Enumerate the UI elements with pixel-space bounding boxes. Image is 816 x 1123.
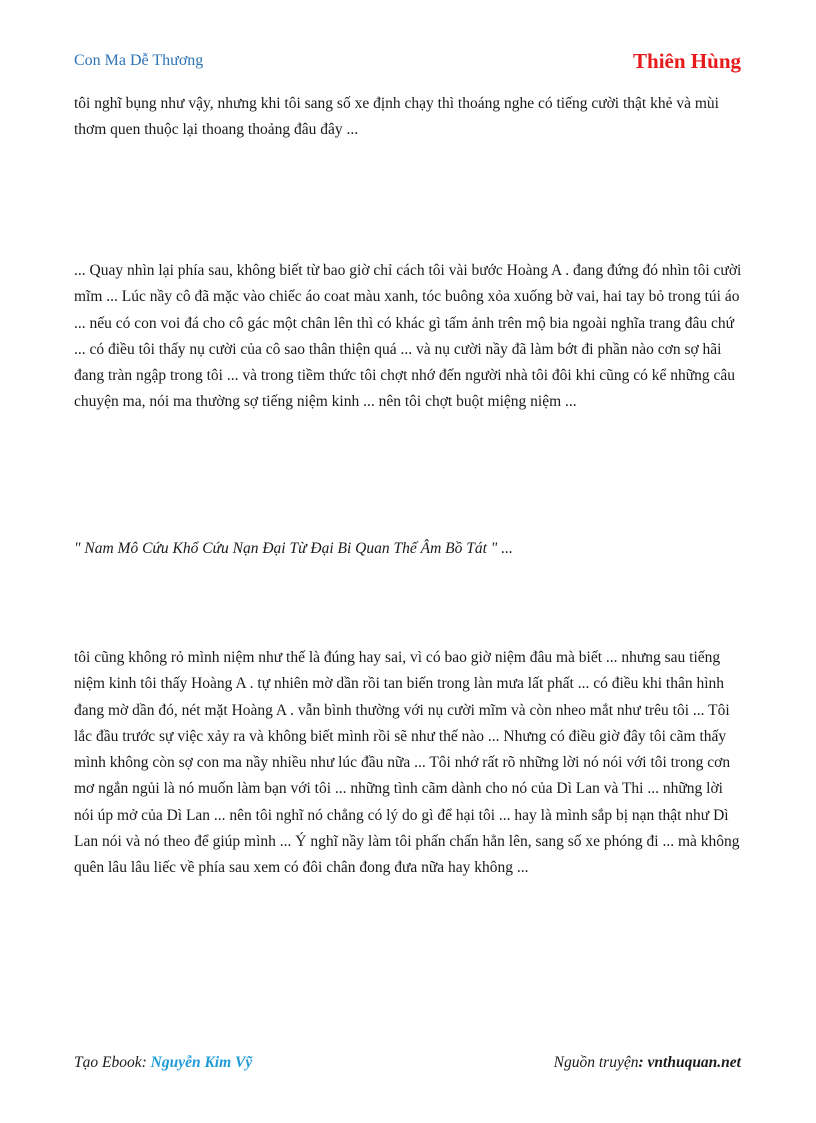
source-credit [554,1054,741,1072]
source-separator: : [638,1054,648,1071]
prayer-quote: " Nam Mô Cứu Khổ Cứu Nạn Đại Từ Đại Bi Quan Thế Âm Bồ Tát " ... [74,540,513,557]
ebook-label: Tạo Ebook [74,1054,142,1071]
ebook-separator: : [141,1054,151,1071]
paragraph-4: tôi cũng không rỏ mình niệm như thế là đúng hay sai, vì có bao giờ niệm đâu mà biết ... nhưng sau tiếng niệm kinh tôi thấy Hoàng A . tự nhiên mờ dần rồi tan biến trong làn mưa lất phất ... có điều khi thân hình đang mờ dần đó, nét mặt Hoàng A . vẫn bình thường với nụ cười mĩm và còn nheo mắt như trêu tôi ... Tôi lắc đầu trước sự việc xảy ra và không biết mình rồi sẽ như thế nào ... Nhưng có điều giờ đây tôi cãm thấy mình không còn sợ con ma nầy nhiều như lúc đầu nữa ... Tôi nhớ rất rõ những lời nó nói với tôi trong cơn mơ ngắn ngủi là nó muốn làm bạn với tôi ... những tình cãm dành cho nó của Dì Lan và Thi ... những lời nói úp mở của Dì Lan ... nên tôi nghĩ nó chẳng có lý do gì để hại tôi ... hay là mình sắp bị nạn thật như Dì Lan nói và nó theo để giúp mình ... Ý nghĩ nầy làm tôi phấn chấn hẳn lên, sang số xe phóng đi ... mà không quên lâu lâu liếc về phía sau xem có đôi chân đong đưa nữa hay không ... [74,649,740,877]
author-name: Thiên Hùng [633,49,741,73]
ebook-creator: Nguyễn Kim Vỹ [150,1054,253,1071]
book-title: Con Ma Dễ Thương [74,52,204,69]
paragraph-1: tôi nghĩ bụng như vậy, nhưng khi tôi sang số xe định chạy thì thoáng nghe có tiếng cười thật khẻ và mùi thơm quen thuộc lại thoang thoảng đâu đây ... [74,95,719,139]
paragraph-2: ... Quay nhìn lại phía sau, không biết từ bao giờ chỉ cách tôi vài bước Hoàng A . đang đứng đó nhìn tôi cười mĩm ... Lúc nầy cô đã mặc vào chiếc áo coat màu xanh, tóc buông xỏa xuống bờ vai, hai tay bỏ trong túi áo ... nếu có con voi đá cho cô gác một chân lên thì có khác gì tấm ảnh trên mộ bia ngoài nghĩa trang đâu chứ ... có điều tôi thấy nụ cười của cô sao thân thiện quá ... và nụ cười nầy đã làm bớt đi phần nào cơn sợ hãi đang tràn ngập trong tôi ... và trong tiềm thức tôi chợt nhớ đến người nhà tôi đôi khi cũng có kể những câu chuyện ma, nói ma thường sợ tiếng niệm kinh ... nên tôi chợt buột miệng niệm ... [74,262,742,411]
source-label: Nguồn truyện [553,1054,639,1071]
ebook-credit [74,1054,252,1072]
source-site: vnthuquan.net [647,1054,741,1071]
